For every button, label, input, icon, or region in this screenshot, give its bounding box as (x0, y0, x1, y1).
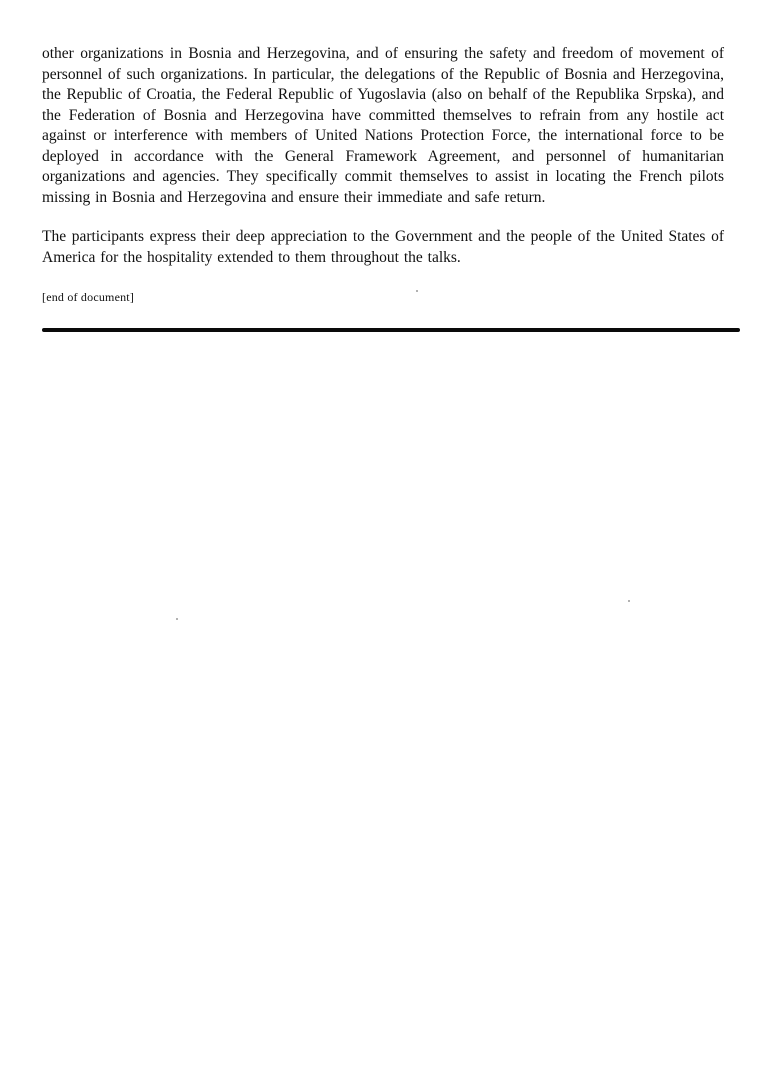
paragraph-appreciation: The participants express their deep appreciation to the Government and the people of the United States of America for the hospitality extended to them throughout the talks. (42, 228, 724, 266)
paragraph-commitments: other organizations in Bosnia and Herzegovina, and of ensuring the safety and freedom of movement of personnel of such organizations. In particular, the delegations of the Republic of Bosnia and Herzegovina, the Republic of Croatia, the Federal Republic of Yugoslavia (also on behalf of the Republika Srpska), and the Federation of Bosnia and Herzegovina have committed themselves to refrain from any hostile act against or interference with members of United Nations Protection Force, the international force to be deployed in accordance with the General Framework Agreement, and personnel of humanitarian organizations and agencies. They specifically commit themselves to assist in locating the French pilots missing in Bosnia and Herzegovina and ensure their immediate and safe return. (42, 45, 724, 206)
document-body (42, 44, 724, 304)
end-of-document-marker: [end of document] (42, 290, 135, 304)
horizontal-rule (42, 328, 740, 332)
scan-speck (176, 618, 178, 620)
scan-speck (628, 600, 630, 602)
scan-speck (416, 290, 418, 292)
